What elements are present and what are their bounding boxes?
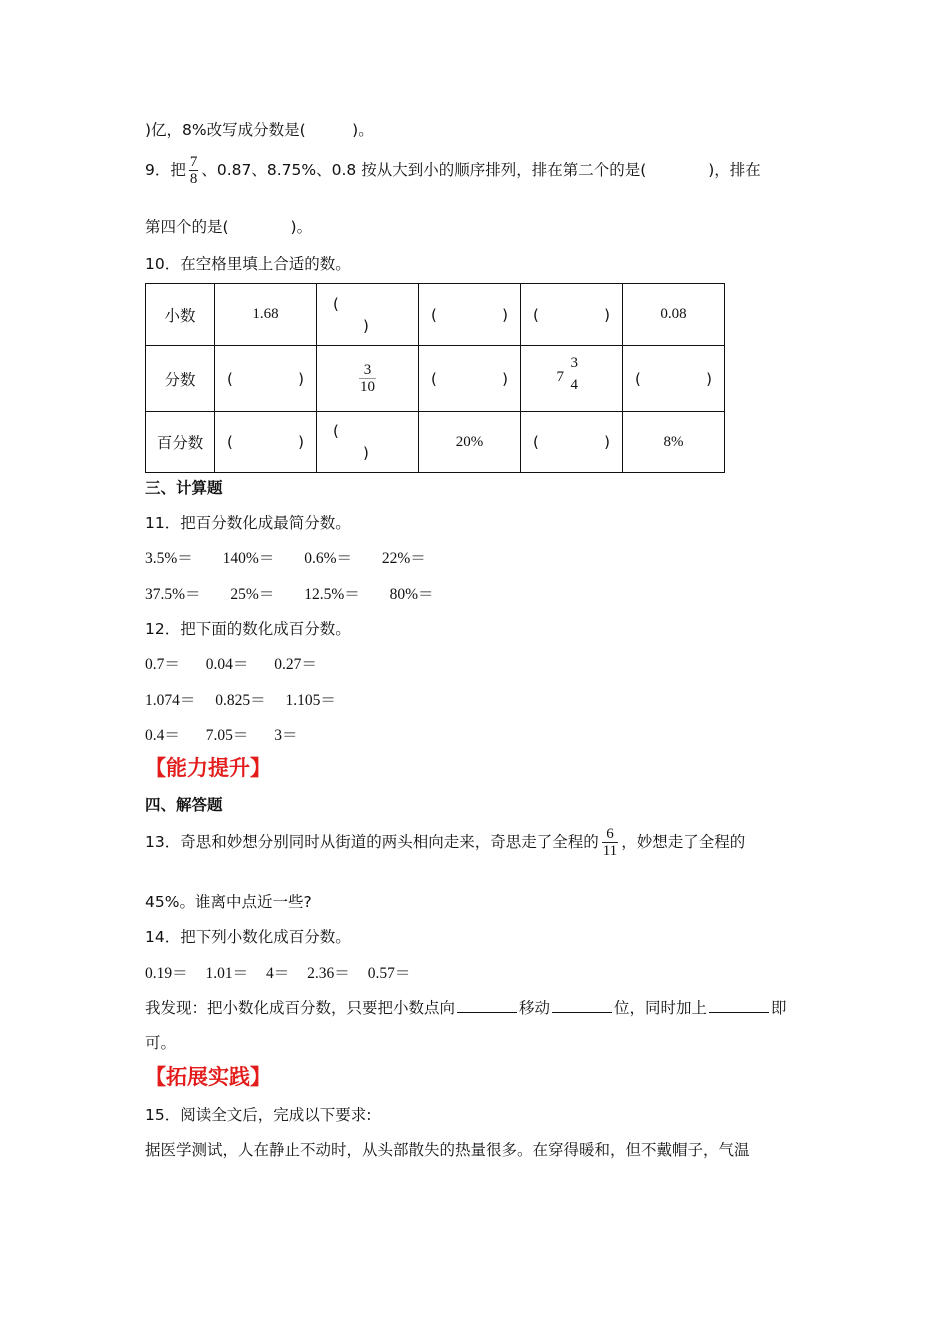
q14-find-b: 移动 [519,999,551,1017]
blank-direction[interactable] [457,996,517,1013]
q8-tail: )亿，8%改写成分数是( )。 [145,121,374,139]
q14-item: 0.19＝ [145,965,188,982]
cell-decimal-3[interactable]: ( ) [419,284,521,346]
cell-fraction-1[interactable]: ( ) [215,346,317,412]
blank-symbol[interactable] [709,996,769,1013]
q14-row [145,961,410,983]
q11-row2 [145,582,434,604]
fraction-3-10 [359,362,376,395]
q15-text: 据医学测试，人在静止不动时，从头部散失的热量很多。在穿得暖和，但不戴帽子，气温 [145,1141,750,1159]
q14-find-c: 位，同时加上 [614,999,708,1017]
q10-table [145,283,725,473]
q13-line2: 45%。谁离中点近一些? [145,893,312,911]
row-label-percent: 百分数 [146,412,215,473]
cell-percent-3: 20% [419,412,521,473]
q11-item: 80%＝ [389,586,434,603]
q9-fraction [189,154,199,187]
row-label-decimal: 小数 [146,284,215,346]
q11-item: 12.5%＝ [304,586,360,603]
q11-item: 3.5%＝ [145,550,193,567]
q14-title: 14．把下列小数化成百分数。 [145,928,351,946]
q13-line1 [145,826,745,859]
cell-decimal-1: 1.68 [215,284,317,346]
mixed-whole: 7 [556,368,564,385]
q9-frac-num: 7 [189,154,198,170]
section-4-heading: 四、解答题 [145,796,223,814]
q14-item: 4＝ [266,965,290,982]
q14-item: 2.36＝ [307,965,350,982]
q12-item: 0.27＝ [274,656,317,673]
q11-title: 11．把百分数化成最简分数。 [145,514,351,532]
frac-den: 10 [360,379,375,395]
cell-fraction-2 [317,346,419,412]
q12-row2 [145,688,336,710]
q12-item: 3＝ [274,727,298,744]
mixed-num: 3 [570,354,578,371]
cell-percent-2[interactable]: ( ) [317,412,419,473]
q14-find-d: 即 [771,999,787,1017]
q12-item: 0.825＝ [215,692,266,709]
q13-fraction [602,826,618,859]
q11-row1 [145,546,426,568]
q13-frac-num: 6 [606,826,614,842]
q12-item: 1.074＝ [145,692,196,709]
q10-title: 10．在空格里填上合适的数。 [145,255,351,273]
q13-text-b: ，妙想走了全程的 [621,833,746,851]
cell-decimal-5: 0.08 [623,284,725,346]
mixed-number-7-3-4 [556,354,587,397]
q14-find-a: 我发现：把小数化成百分数，只要把小数点向 [145,999,456,1017]
frac-num: 3 [363,362,372,378]
q9-rest: 、0.87、8.75%、0.8 按从大到小的顺序排列，排在第二个的是( )，排在 [201,161,761,179]
q11-item: 140%＝ [222,550,275,567]
q12-item: 1.105＝ [285,692,336,709]
cell-percent-5: 8% [623,412,725,473]
cell-percent-1[interactable]: ( ) [215,412,317,473]
q14-discovery-line2: 可。 [145,1034,177,1052]
q11-item: 25%＝ [230,586,275,603]
q12-row1 [145,652,317,674]
q11-item: 22%＝ [381,550,426,567]
mixed-den: 4 [570,376,578,393]
section-3-heading: 三、计算题 [145,479,223,497]
q14-item: 0.57＝ [367,965,411,982]
table-row [146,412,725,473]
q12-item: 7.05＝ [205,727,249,744]
q9-line2: 第四个的是( )。 [145,218,313,236]
q12-item: 0.7＝ [145,656,180,673]
table-row [146,284,725,346]
q11-item: 0.6%＝ [304,550,353,567]
expand-heading: 【拓展实践】 [145,1065,271,1089]
q12-row3 [145,723,298,745]
q9-frac-den: 8 [189,171,198,187]
ability-heading: 【能力提升】 [145,756,271,780]
q9-prefix: 9．把 [145,161,186,179]
q11-item: 37.5%＝ [145,586,201,603]
q14-discovery [145,996,787,1018]
cell-percent-4[interactable]: ( ) [521,412,623,473]
q14-item: 1.01＝ [205,965,249,982]
q13-text-a: 13．奇思和妙想分别同时从街道的两头相向走来，奇思走了全程的 [145,833,599,851]
q13-frac-den: 11 [602,843,618,859]
q12-item: 0.4＝ [145,727,180,744]
cell-decimal-2[interactable]: ( ) [317,284,419,346]
q15-title: 15．阅读全文后，完成以下要求: [145,1106,372,1124]
cell-decimal-4[interactable]: ( ) [521,284,623,346]
cell-fraction-3[interactable]: ( ) [419,346,521,412]
blank-digits[interactable] [552,996,612,1013]
q12-item: 0.04＝ [205,656,249,673]
q12-title: 12．把下面的数化成百分数。 [145,620,351,638]
q9-line1 [145,154,761,187]
row-label-fraction: 分数 [146,346,215,412]
cell-fraction-5[interactable]: ( ) [623,346,725,412]
table-row [146,346,725,412]
cell-fraction-4 [521,346,623,412]
